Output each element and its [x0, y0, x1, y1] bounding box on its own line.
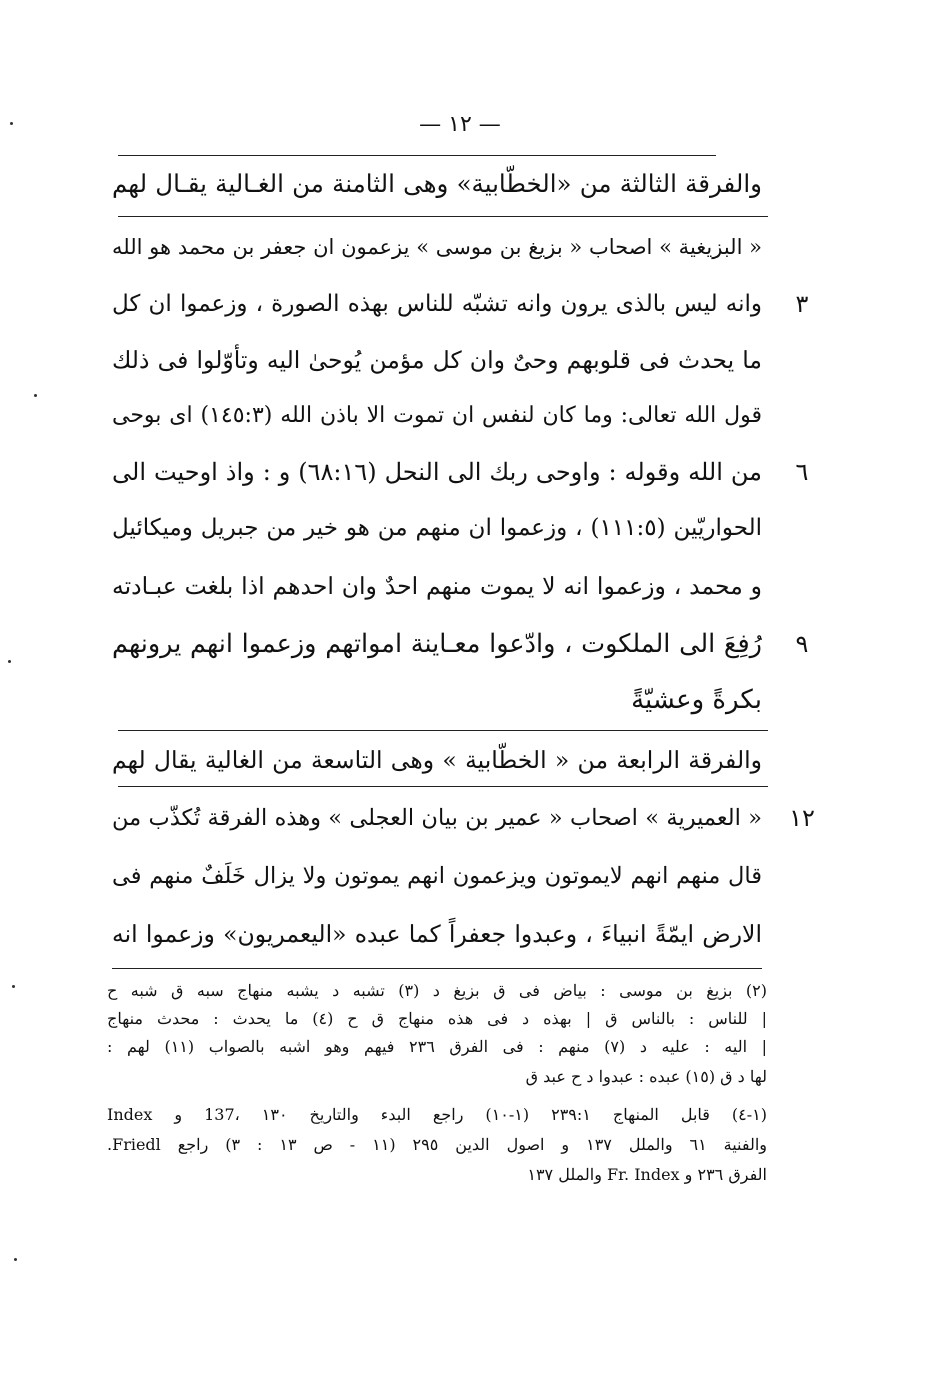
page-number: — ١٢ — [419, 112, 501, 137]
section-rule [118, 730, 768, 731]
body-line: الحواريّين (١١١:٥) ، وزعموا ان منهم من هو خير من جبريل وميكائيل [112, 515, 762, 541]
footnote-line: | اليه : عليه د (٧) منهم : فى الفرق ٢٣٦ فيهم وهو اشبه بالصواب (١١) لهم : [107, 1037, 768, 1056]
margin-speck [10, 122, 13, 125]
body-line: رُفِعَ الى الملكوت ، وادّعوا معـاينة امواتهم وزعموا انهم يرونهم [112, 629, 762, 659]
body-line: و محمد ، وزعموا انه لا يموت منهم احدٌ وان احدهم اذا بلغت عبـادته [112, 572, 762, 600]
reference-line: والفنية ٦١ والملل ١٣٧ و اصول الدين ٢٩٥ (١١ - ص ١٣ : ٣) راجع Friedl. [107, 1135, 768, 1154]
line-number: ٩ [795, 630, 809, 658]
margin-speck [8, 660, 11, 663]
footnote-line: لها د ق (١٥) عبده : عبدوا د ح عبد ق [525, 1067, 767, 1086]
body-line: والفرقة الرابعة من « الخطّابية » وهى التاسعة من الغالية يقال لهم [112, 746, 762, 774]
body-line: الارض ايمّةً انبياءَ ، وعبدوا جعفراً كما عبده «اليعمريون» وزعموا انه [112, 920, 762, 948]
reference-line: (١-٤) قابل المنهاج ٢٣٩:١ (١-١٠) راجع البدء والتاريخ ١٣٠ ،137 و Index [107, 1105, 768, 1124]
reference-line: الفرق ٢٣٦ و Fr. Index والملل ١٣٧ [527, 1165, 767, 1184]
body-line: والفرقة الثالثة من «الخطّابية» وهى الثامنة من الغـالية يقـال لهم [112, 169, 762, 198]
body-line: ما يحدث فى قلوبهم وحىٌ وان كل مؤمن يُوحىٰ اليه وتأوّلوا فى ذلك [112, 346, 762, 374]
margin-speck [12, 985, 15, 988]
footnote-line: | للناس : بالناس ق | بهذه د فى هذه منهاج ق ح (٤) ما يحدث : محدث منهاج [107, 1009, 767, 1028]
body-line: وانه ليس بالذى يرون وانه تشبّه للناس بهذه الصورة ، وزعموا ان كل [112, 291, 762, 317]
line-number: ١٢ [789, 804, 815, 832]
margin-speck [34, 394, 37, 397]
line-number: ٦ [795, 458, 809, 486]
body-line: قول الله تعالى: وما كان لنفس ان تموت الا باذن الله (١٤٥:٣) اى بوحى [112, 403, 763, 428]
body-line: من الله وقوله : واوحى ربك الى النحل (٦٨:١٦) و : واذ اوحيت الى [112, 458, 762, 486]
section-rule [118, 786, 768, 787]
section-rule [118, 216, 768, 217]
body-line: « البزيغية » اصحاب « بزيغ بن موسى » يزعمون ان جعفر بن محمد هو الله [112, 235, 762, 259]
body-line: بكرةً وعشيّةً [631, 685, 762, 715]
footnote-rule [112, 968, 762, 969]
body-line: قال منهم انهم لايموتون ويزعمون انهم يموتون ولا يزال خَلَفٌ منهم فى [112, 863, 762, 889]
body-line: « العميرية » اصحاب « عمير بن بيان العجلى » وهذه الفرقة تُكذّب من [112, 805, 762, 831]
top-rule [118, 155, 716, 156]
footnote-line: (٢) بزيغ بن موسى : بياض فى ق بزيغ د (٣) تشبه د يشبه منهاج سبه ق شبه ح [107, 981, 768, 1000]
margin-speck [14, 1258, 17, 1261]
line-number: ٣ [795, 290, 809, 318]
